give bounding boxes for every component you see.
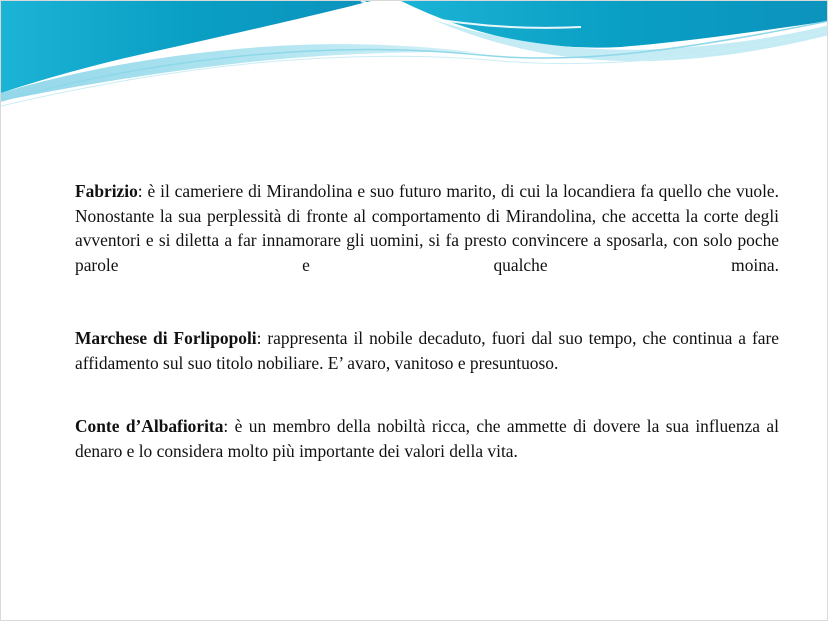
character-description: : è un membro della nobiltà ricca, che ammette di dovere la sua influenza al denaro e lo considera molto più importante dei valori della vita. bbox=[75, 416, 779, 461]
paragraph-conte bbox=[75, 414, 779, 463]
header-wave-decoration bbox=[1, 1, 828, 111]
character-name: Conte d’Albafiorita bbox=[75, 416, 224, 436]
paragraph-marchese bbox=[75, 326, 779, 375]
character-name: Marchese di Forlipopoli bbox=[75, 328, 257, 348]
character-description: : rappresenta il nobile decaduto, fuori dal suo tempo, che continua a fare affidamento sul suo titolo nobiliare. E’ avaro, vanitoso e presuntuoso. bbox=[75, 328, 779, 373]
paragraph-fabrizio bbox=[75, 179, 779, 277]
character-name: Fabrizio bbox=[75, 181, 138, 201]
content-area bbox=[75, 179, 779, 463]
character-description: : è il cameriere di Mirandolina e suo futuro marito, di cui la locandiera fa quello che vuole. Nonostante la sua perplessità di fronte al comportamento di Mirandolina, che accetta la corte degli avventori e si diletta a far innamorare gli uomini, si fa presto convincere a sposarla, con solo poche parole e qualche moina. bbox=[75, 181, 779, 275]
